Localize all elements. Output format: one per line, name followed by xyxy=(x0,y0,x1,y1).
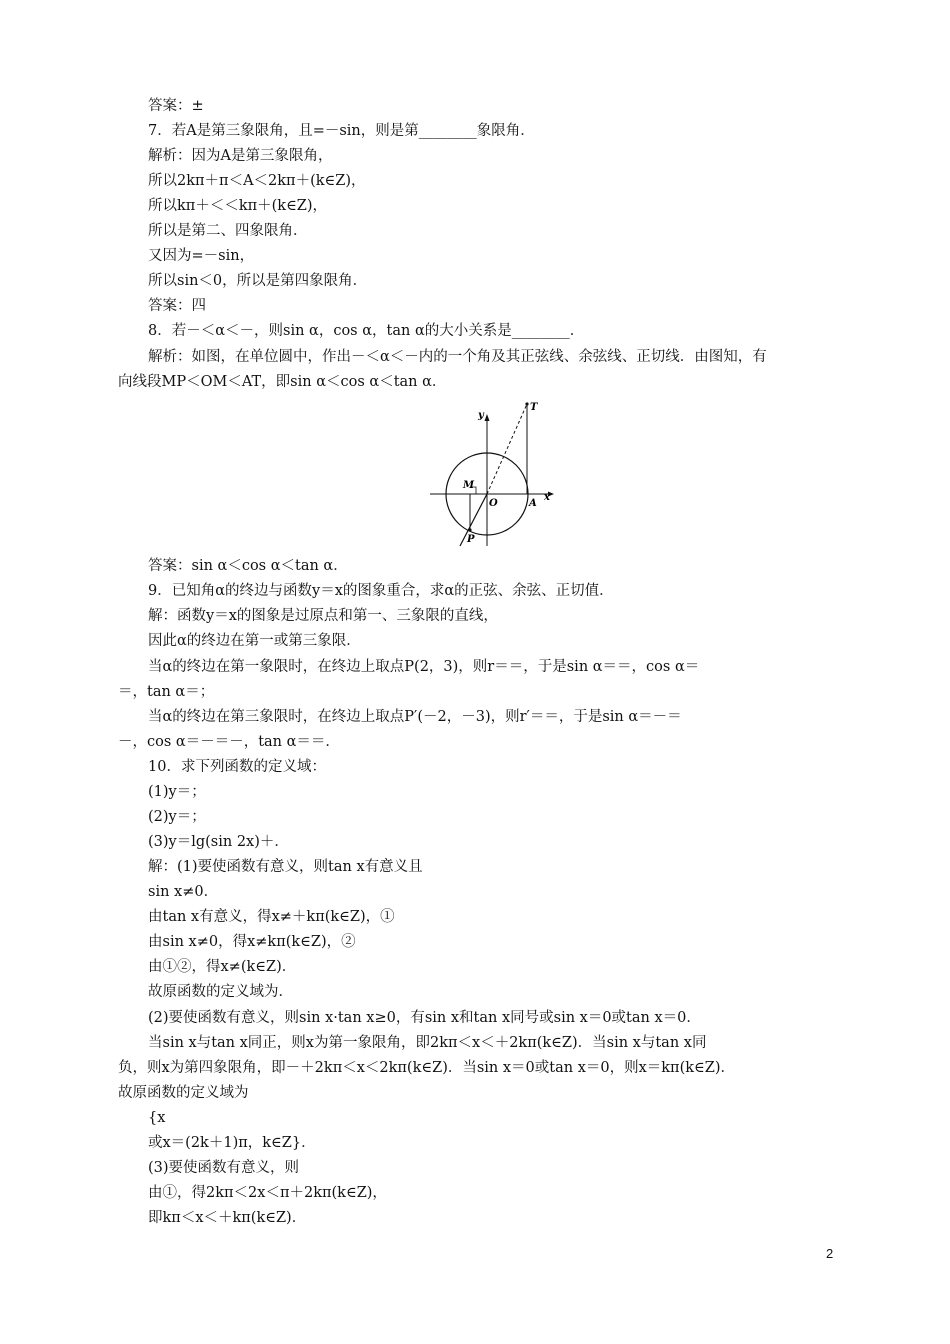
text-line-13: 答案：sin α＜cos α＜tan α． xyxy=(148,558,348,574)
text-line-11: 解析：如图，在单位圆中，作出－＜α＜－内的一个角及其正弦线、余弦线、正切线．由图知，有 xyxy=(148,349,767,365)
text-line-12: 向线段MP＜OM＜AT，即sin α＜cos α＜tan α． xyxy=(118,374,447,390)
label-P: P xyxy=(467,534,475,545)
text-line-17: 当α的终边在第一象限时，在终边上取点P(2，3)，则r＝＝，于是sin α＝＝，cos α＝ xyxy=(148,659,700,675)
text-line-32: 当sin x与tan x同正，则x为第一象限角，即2kπ＜x＜＋2kπ(k∈Z)．当sin x与tan x同 xyxy=(148,1035,707,1051)
text-line-33: 负，则x为第四象限角，即－＋2kπ＜x＜2kπ(k∈Z)．当sin x＝0或tan x＝0，则x＝kπ(k∈Z)． xyxy=(118,1060,735,1076)
text-line-37: (3)要使函数有意义，则 xyxy=(148,1160,300,1176)
text-line-30: 故原函数的定义域为． xyxy=(148,984,293,1000)
text-line-19: 当α的终边在第三象限时，在终边上取点P′(－2，－3)，则r′＝＝，于是sin α＝－＝ xyxy=(148,709,682,725)
unit-circle-figure xyxy=(426,396,562,548)
text-line-24: (3)y＝lg(sin 2x)＋． xyxy=(148,834,289,850)
label-x: x xyxy=(544,492,550,503)
text-line-2: 7．若A是第三象限角，且=－sin，则是第________象限角． xyxy=(148,123,535,139)
text-line-28: 由sin x≠0，得x≠kπ(k∈Z)，② xyxy=(148,934,356,950)
text-line-39: 即kπ＜x＜＋kπ(k∈Z)． xyxy=(148,1210,307,1226)
point-T xyxy=(525,402,528,405)
text-line-14: 9．已知角α的终边与函数y＝x的图象重合，求α的正弦、余弦、正切值． xyxy=(148,583,614,599)
text-line-3: 解析：因为A是第三象限角， xyxy=(148,148,333,164)
y-axis-arrow-icon xyxy=(485,414,490,421)
page-number: 2 xyxy=(826,1246,834,1261)
text-line-35: {x xyxy=(148,1110,166,1126)
text-line-27: 由tan x有意义，得x≠＋kπ(k∈Z)，① xyxy=(148,909,395,925)
label-T: T xyxy=(530,402,538,413)
text-line-29: 由①②，得x≠(k∈Z)． xyxy=(148,959,297,975)
text-line-21: 10．求下列函数的定义域： xyxy=(148,759,326,775)
label-y: y xyxy=(478,410,484,421)
text-line-22: (1)y＝； xyxy=(148,784,206,800)
text-line-7: 又因为=－sin， xyxy=(148,248,255,264)
text-line-25: 解：(1)要使函数有意义，则tan x有意义且 xyxy=(148,859,423,875)
text-line-26: sin x≠0． xyxy=(148,884,219,900)
tangent-extension-line xyxy=(487,404,527,494)
text-line-4: 所以2kπ＋π＜A＜2kπ＋(k∈Z)， xyxy=(148,173,366,189)
text-line-16: 因此α的终边在第一或第三象限． xyxy=(148,633,361,649)
text-line-23: (2)y＝； xyxy=(148,809,206,825)
text-line-31: (2)要使函数有意义，则sin x·tan x≥0，有sin x和tan x同号或sin x＝0或tan x＝0． xyxy=(148,1010,701,1026)
text-line-9: 答案：四 xyxy=(148,298,206,314)
label-M: M xyxy=(463,480,475,491)
text-line-6: 所以是第二、四象限角． xyxy=(148,223,308,239)
text-line-18: ＝，tan α＝； xyxy=(118,684,215,700)
text-line-36: 或x＝(2k＋1)π，k∈Z}． xyxy=(148,1135,316,1151)
text-line-38: 由①，得2kπ＜2x＜π＋2kπ(k∈Z)， xyxy=(148,1185,387,1201)
text-line-1: 答案：± xyxy=(148,98,204,114)
text-line-5: 所以kπ＋＜＜kπ＋(k∈Z)， xyxy=(148,198,328,214)
text-line-15: 解：函数y＝x的图象是过原点和第一、三象限的直线， xyxy=(148,608,498,624)
label-A: A xyxy=(529,498,537,509)
text-line-10: 8．若－＜α＜－，则sin α，cos α，tan α的大小关系是________． xyxy=(148,323,585,339)
point-P xyxy=(468,528,471,531)
text-line-34: 故原函数的定义域为 xyxy=(118,1085,249,1101)
label-O: O xyxy=(489,498,498,509)
text-line-20: －，cos α＝－＝－，tan α＝＝． xyxy=(118,734,340,750)
text-line-8: 所以sin＜0，所以是第四象限角． xyxy=(148,273,368,289)
